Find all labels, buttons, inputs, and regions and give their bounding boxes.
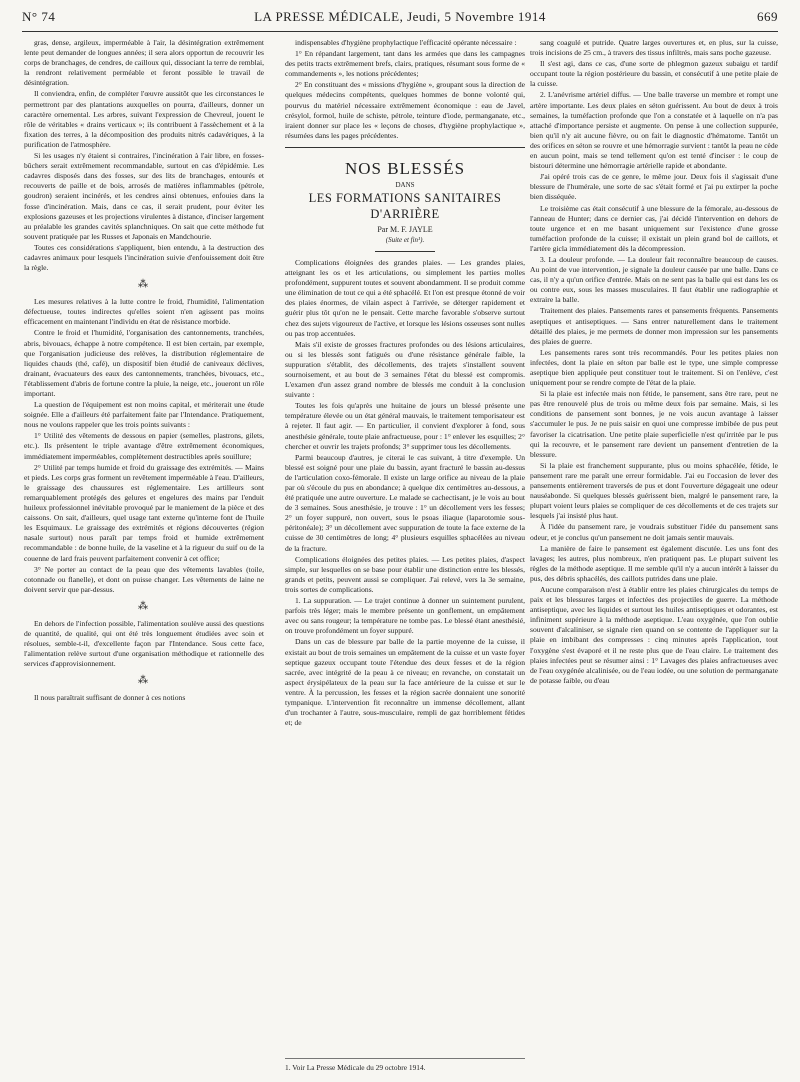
article-heading (285, 147, 525, 252)
paragraph: sang coagulé et putride. Quatre larges ouvertures et, en plus, sur la cuisse, trois incisions de 25 cm., à travers des tissus infiltrés, mais sans poche gazeuse. (530, 38, 778, 58)
column-left (24, 38, 264, 1073)
paragraph: Complications éloignées des petites plaies. — Les petites plaies, d'aspect simple, sur lesquelles on se base pour établir une distinction entre les blessés, grands et petits, peuvent aussi se compliquer. J'ai relevé, vers la 3e semaine, trois sortes de complications. (285, 554, 525, 594)
article-continuation: (Suite et fin¹). (385, 235, 425, 244)
paragraph: Si les usages n'y étaient si contraires, l'incinération à l'air libre, en fosses-bûchers serait extrêmement recommandable, surtout en cas d'épidémie. Les cadavres disposés dans des fosses, sur des lits de branchages, entourés et recouverts de paille et de bois, arrosés de matières inflammables (pétrole, goudron) seraient incinérés, et les cendres ainsi obtenues, enfouies dans la fosse d'incinération. Mais, dans ce cas, il serait prudent, pour éviter les explosions gazeuses et les projections virulentes à distance, d'inciser largement au préalable les grandes cavités splanchniques. On sait que cette méthode fut souvent pratiquée par les Russes et Japonais en Mandchourie. (24, 151, 264, 241)
paragraph: Mais s'il existe de grosses fractures profondes ou des lésions articulaires, ou si les blessés sont fatigués ou d'une résistance générale faible, la suppuration s'établit, des décollements, des trajets s'installent souvent sournoisement, et au bout de 3 semaines l'état du blessé est compromis. L'examen d'un assez grand nombre de blessés me conduit à la conclusion suivante : (285, 339, 525, 400)
paragraph: Il nous paraîtrait suffisant de donner à ces notions (34, 693, 186, 703)
paragraph: indispensables d'hygiène prophylactique l'efficacité opérante nécessaire : (295, 38, 517, 47)
paragraph: 2° En constituant des « missions d'hygiène », groupant sous la direction de quelques médecins compétents, quelques hommes de bonne volonté qui, pourvus du matériel nécessaire extrêmement économique : eau de Javel, crésylol, formol, huile de schiste, pétrole, teinture d'iode, permanganate, etc., iraient donner sur place les « leçons de choses, d'hygiène prophylactique », résumées dans les pages précédentes. (285, 80, 525, 140)
divider (375, 251, 435, 252)
paragraph: 1° Utilité des vêtements de dessous en papier (semelles, plastrons, gilets, etc.). Ils présentent le triple avantage d'être extrêmement économiques, immédiatement imperméables, complètement destructibles après souillure; (24, 431, 264, 461)
paragraph: Il conviendra, enfin, de compléter l'œuvre aussitôt que les circonstances le permettront par des plantations auxquelles on pourra, d'ailleurs, donner un caractère ornemental. Les arbres, suivant l'expression de Chevreul, jouent le rôle de véritables « drains verticaux »; ils contribuent à l'assèchement et à la fixation des terres, à la décomposition des produits nitrés cadavériques, à la purification de l'atmosphère. (24, 89, 264, 149)
paragraph: Dans un cas de blessure par balle de la partie moyenne de la cuisse, il existait au bout de trois semaines un empâtement de la cuisse et un vaste foyer septique gazeux occupant toute l'étendue des deux fesses et de la région sacrée, avec intégrité de la peau à ce niveau; en revanche, on constatait un aspect érysipélateux de la peau sur la face antérieure de la cuisse et sur le ventre. À la percussion, les fesses et la région sacrée donnaient une sonorité tympanique. L'intervention fit reconnaître un immense décollement, allant d'un trochanter à l'autre, sous-musculaire, rempli de gaz horriblement fétides et; de (285, 637, 525, 728)
page-number: 669 (757, 9, 778, 24)
paragraph: Contre le froid et l'humidité, l'organisation des cantonnements, tranchées, abris, bivouacs, échappe à notre compétence. Il est bien certain, par exemple, que l'organisation judicieuse des relèves, la distribution réglementaire de liquides chauds (thé, café), un dispositif bien étudié de caniveaux déclives, drainant, évacuateurs des eaux des cantonnements, tranchées, bivouacs, etc., l'établissement d'abris de fortune contre la pluie, la neige, etc., joueront un rôle important. (24, 328, 264, 398)
section-divider: ⁂ (138, 279, 150, 291)
paragraph: 3° Ne porter au contact de la peau que des vêtements lavables (toile, cotonnade ou flanelle), et dont on puisse changer. Les vêtements de laine ne doivent servir que par-dessus. (24, 564, 264, 594)
paragraph: La question de l'équipement est non moins capital, et mériterait une étude soignée. Elle a d'ailleurs été parfaitement faite par l'Intendance. Pratiquement, nous ne voulons rappeler que les trois points suivants : (24, 400, 264, 430)
section-divider: ⁂ (138, 675, 150, 687)
paragraph: Toutes ces considérations s'appliquent, bien entendu, à la destruction des cadavres animaux pour lesquels l'incinération suivie d'enfouissement doit être la règle. (24, 242, 264, 273)
section-divider: ⁂ (138, 600, 150, 612)
paragraph: 2. L'anévrisme artériel diffus. — Une balle traverse un membre et rompt une artère importante. Les deux plaies en séton guérissent. Au bout de deux à trois semaines, la tuméfaction profonde que l'on a constatée et à laquelle on n'a pas attaché d'importance persiste et augmente. On pense à une collection suppurée, bien qu'il n'y ait aucune fièvre, ou on fait le diagnostic d'hématome. Tantôt un des orifices en séton se rouvre et une hémorragie survient : tantôt la peau ne cède en aucun point, mais se tend tellement qu'on est tenté d'inciser : le coup de bistouri détermine une hémorragie artérielle rapide et abondante. (530, 90, 778, 171)
paragraph: Parmi beaucoup d'autres, je citerai le cas suivant, à titre d'exemple. Un blessé est soigné pour une plaie du bassin, ayant fracturé le bassin au-dessus de l'articulation coxo-fémorale. Il existe un large orifice au niveau de la plaie par où s'écoule du pus en abondance; à quelque dix centimètres au-dessous, a été pratiquée une autre ouverture. Le malade se cachectisant, je le vois au bout de 3 semaines. Sous anesthésie, je trouve : 1° un décollement vers les fesses; 2° un foyer suppuré, non ouvert, sous le psoas iliaque (laparotomie sous-péritonéale); 3° un décollement avec suppuration de toute la face externe de la cuisse de 30 centimètres de long; 4° plusieurs esquilles sphacélées au niveau de la fracture. (285, 452, 525, 553)
column-right (530, 38, 778, 1073)
paragraph: La manière de faire le pansement est également discutée. Les uns font des lavages; les autres, plus nombreux, n'en pratiquent pas. Le plupart suivent les règles de la méthode aseptique. Il me semble qu'il n'y a aucun intérêt à laisser du pus, des débris sphacélés, des caillots putrides dans une plaie. (530, 543, 778, 583)
paragraph: gras, dense, argileux, imperméable à l'air, la désintégration extrêmement lente peut demander de longues années; il sera alors opportun de recouvrir les corps de branchages, de cendres, de cailloux qui, dissociant la terre de remblai, la rendront relativement perméable et feront possible le travail de désintégration. (24, 38, 264, 88)
article-byline: Par M. F. JAYLE (377, 224, 433, 234)
article-subtitle: LES FORMATIONS SANITAIRES D'ARRIÈRE (308, 190, 502, 221)
paragraph: À l'idée du pansement rare, je voudrais substituer l'idée du pansement sans odeur, et je conclus qu'un pansement ne doit jamais sentir mauvais. (530, 522, 778, 542)
article-title-connector: DANS (395, 180, 415, 189)
paragraph: En dehors de l'infection possible, l'alimentation soulève aussi des questions de quantité, de qualité, qui ont été très longuement étudiées avec soin et résolues, semble-t-il, d'excellente façon par l'Intendance. Sous cette face, l'alimentation relève surtout d'une organisation méthodique et rationnelle des services d'approvisionnement. (24, 618, 264, 669)
paragraph: J'ai opéré trois cas de ce genre, le même jour. Deux fois il s'agissait d'une blessure de l'humérale, une sorte de sac s'était formé et j'ai pu extirper la poche bien disséquée. (530, 172, 778, 202)
paragraph: Il s'est agi, dans ce cas, d'une sorte de phlegmon gazeux subaigu et tardif occupant toute la région postérieure du bassin, et consécutif à une petite plaie de la cuisse. (530, 59, 778, 89)
paragraph: 2° Utilité par temps humide et froid du graissage des extrémités. — Mains et pieds. Les corps gras forment un revêtement imperméable à l'eau. D'ailleurs, le graissage des chaussures est réglementaire. Les artilleurs sont remarquablement protégés des gelures et engelures des mains par l'enduit huileux professionnel inévitable provoqué par le maniement de la pièce et des caissons. On sait, d'ailleurs, quel usage tant externe qu'interne font de l'huile les Esquimaux. Le graissage des extrémités et régions découvertes (région nasale surtout) nous paraît par temps froid et humide extrêmement recommandable : de bonne huile, de la vaseline et à la rigueur du suif ou de la couenne de lard frais peuvent parfaitement convenir à cet office; (24, 462, 264, 563)
paragraph: 1° En répandant largement, tant dans les armées que dans les campagnes des petits tracts extrêmement brefs, clairs, pratiques, résumant sous forme de « commandements », les notions précédentes; (285, 49, 525, 79)
article-title: NOS BLESSÉS (344, 158, 466, 178)
paragraph: Si la plaie est infectée mais non fétide, le pansement, sans être rare, peut ne pas être renouvelé plus de trois ou même deux fois par semaine. Mais, si les conditions de pansement sont bonnes, je ne vois aucun avantage à laisser s'accumuler le pus. Je ne puis saisir en quoi une compresse imbibée de pus peut favoriser la cicatrisation. Une petite plaie superficielle n'est qu'irritée par le pus qui la recouvre, et le pansement rare devient un pansement d'entretien de la blessure. (530, 389, 778, 459)
paragraph: Les pansements rares sont très recommandés. Pour les petites plaies non infectées, dont la plaie en séton par balle est le type, une simple compresse aseptique bien appliquée peut constituer tout le traitement. Si on l'enlève, c'est uniquement pour se rendre compte de l'état de la plaie. (530, 347, 778, 388)
masthead: LA PRESSE MÉDICALE, Jeudi, 5 Novembre 1914 (254, 9, 546, 24)
paragraph: Si la plaie est franchement suppurante, plus ou moins sphacélée, fétide, le pansement rare me paraît une erreur formidable. J'ai eu l'occasion de lever des pansements entièrement traversés de pus et dont l'ouverture dégageait une odeur nauséabonde. Si quelques blessés guérissent bien, malgré le pansement rare, la plupart voient leurs plaies se compliquer de ces décollements et de ces trajets sur lesquels j'ai insisté plus haut. (530, 460, 778, 521)
footnote: 1. Voir La Presse Médicale du 29 octobre 1914. (285, 1058, 525, 1073)
column-middle (285, 38, 525, 1073)
paragraph: Traitement des plaies. Pansements rares et pansements fréquents. Pansements aseptiques et antiseptiques. — Sans entrer naturellement dans le traitement détaillé des plaies, je me permets de donner mon impression sur les pansements des plaies de guerre. (530, 306, 778, 346)
issue-number: N° 74 (22, 9, 56, 24)
paragraph: Complications éloignées des grandes plaies. — Les grandes plaies, atteignant les os et les articulations, ou simplement les parties molles profondément, suppurent toutes et souvent abondamment. Il se produit comme une élimination de tout ce qui a été sphacélé. Et l'on est presque étonné de voir des plaies énormes, de vilain aspect à l'arrivée, se déterger rapidement et guérir plus tôt qu'on ne le pensait. Cette marche favorable s'observe surtout chez des sujets vigoureux de l'active, et lorsque les lésions osseuses sont nulles ou pas trop accentuées. (285, 257, 525, 338)
paragraph: 3. La douleur profonde. — La douleur fait reconnaître beaucoup de causes. Au point de vue intervention, je signale la douleur causée par une balle. Dans ce cas, il n'y a qu'un orifice d'entrée. Mais on ne sent pas la balle qui est dans les os ou contre eux, sous les masses musculaires. Il faut établir une radiographie et extraire la balle. (530, 254, 778, 305)
paragraph: Le troisième cas était consécutif à une blessure de la fémorale, au-dessous de l'anneau de Hunter; dans ce dernier cas, j'ai décidé l'intervention en dehors de toute urgence et en me basant uniquement sur l'existence d'une grosse tuméfaction profonde de la cuisse; il existait un plein grand bol de caillots, et l'artère gicla immédiatement dès la décompression. (530, 203, 778, 253)
paragraph: Aucune comparaison n'est à établir entre les plaies chirurgicales du temps de paix et les blessures larges et infectées des projectiles de guerre. La méthode antiseptique, avec les liquides et surtout les huiles antiseptiques et odorantes, est infiniment supérieure à la méthode aseptique. L'eau oxygénée, que l'on oublie souvent d'alcaliniser, se signale rien quand on se contente de l'appliquer sur la plaie en imbibant des compresses : cinq minutes après l'application, tout l'oxygène s'est évaporé et il ne reste plus que de l'eau claire. Le traitement des plaies infectées peut se résumer ainsi : 1° Lavages des plaies anfractueuses avec de l'eau oxygénée alcalinisée, ou de l'eau iodée, ou une solution de permanganate de potasse faible, ou d'eau (530, 584, 778, 685)
page-header (22, 5, 778, 32)
paragraph: Les mesures relatives à la lutte contre le froid, l'humidité, l'alimentation défectueuse, toutes indirectes qu'elles soient n'en agissent pas moins efficacement en maintenant l'individu en état de résistance morbide. (24, 297, 264, 327)
paragraph: 1. La suppuration. — Le trajet continue à donner un suintement purulent, parfois très léger; mais le membre présente un gonflement, un empâtement avec ou sans rougeur; la température ne tombe pas. Le blessé étant anesthésié, on trouve profondément un foyer suppuré. (285, 596, 525, 636)
paragraph: Toutes les fois qu'après une huitaine de jours un blessé présente une température élevée ou un état général mauvais, le traitement temporisateur est à rejeter. Il faut agir. — En particulier, il convient d'explorer à fond, sous anesthésie générale, toute plaie anfractueuse, pour : 1° enlever les esquilles; 2° chercher et ouvrir les trajets profonds; 3° supprimer tous les décollements. (285, 401, 525, 451)
